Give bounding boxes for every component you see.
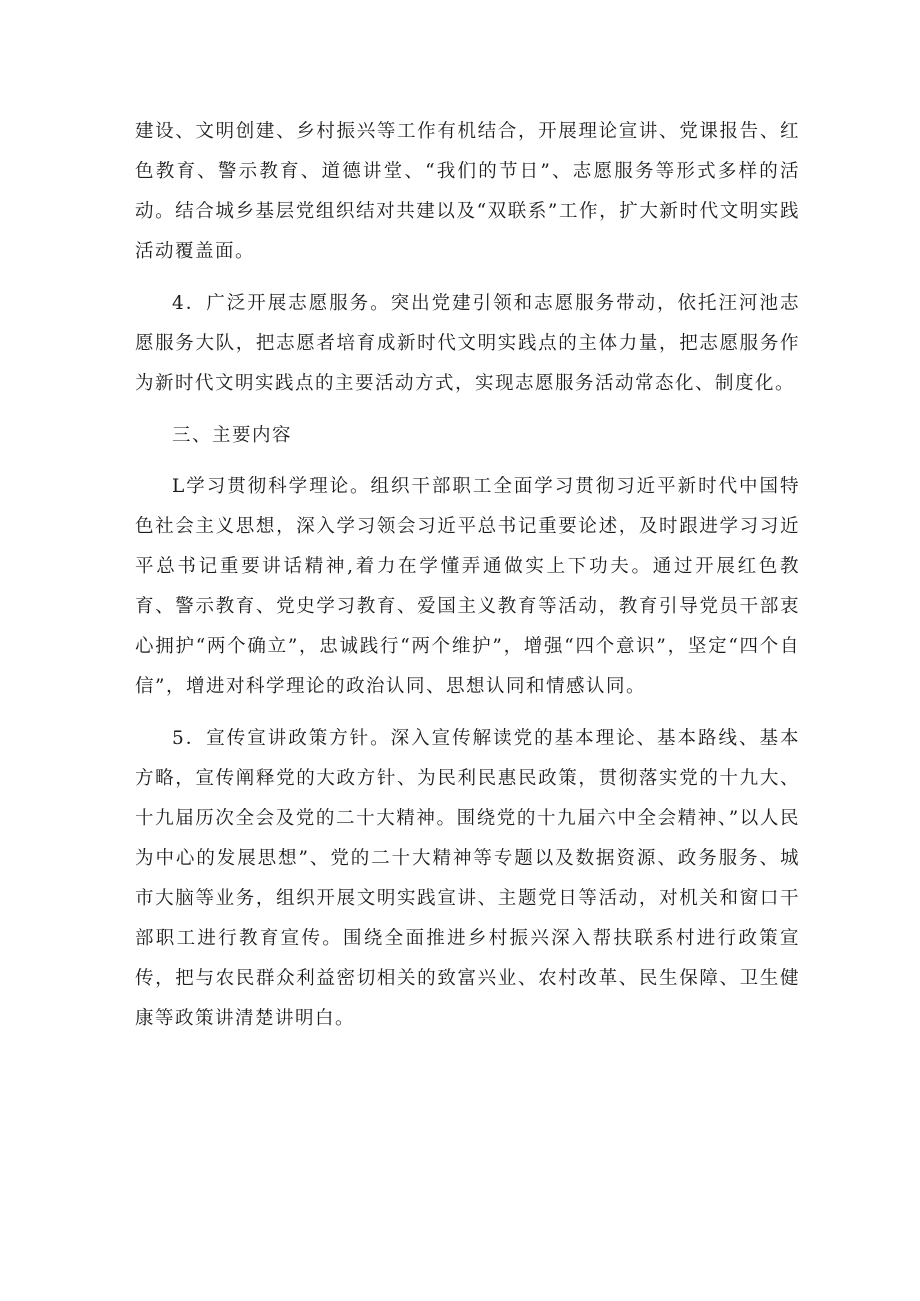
document-page xyxy=(135,112,800,1051)
paragraph-study-theory: L学习贯彻科学理论。组织干部职工全面学习贯彻习近平新时代中国特色社会主义思想，深入学习领会习近平总书记重要论述，及时跟进学习习近平总书记重要讲话精神,着力在学懂弄通做实上下功夫。通过开展红色教育、警示教育、党史学习教育、爱国主义教育等活动，教育引导党员干部衷心拥护“两个确立”，忠诚践行“两个维护”，增强“四个意识”，坚定“四个自信”，增进对科学理论的政治认同、思想认同和情感认同。 xyxy=(135,476,800,697)
section-heading-main-content: 三、主要内容 xyxy=(172,425,293,446)
paragraph-policy-publicity: 5．宣传宣讲政策方针。深入宣传解读党的基本理论、基本路线、基本方略，宣传阐释党的大政方针、为民利民惠民政策，贯彻落实党的十九大、十九届历次全会及党的二十大精神。围绕党的十九届六中全会精神、”以人民为中心的发展思想”、党的二十大精神等专题以及数据资源、政务服务、城市大脑等业务，组织开展文明实践宣讲、主题党日等活动，对机关和窗口干部职工进行教育宣传。围绕全面推进乡村振兴深入帮扶联系村进行政策宣传，把与农民群众利益密切相关的致富兴业、农村改革、民生保障、卫生健康等政策讲清楚讲明白。 xyxy=(135,728,800,1029)
paragraph-volunteer-service: 4．广泛开展志愿服务。突出党建引领和志愿服务带动，依托汪河池志愿服务大队，把志愿者培育成新时代文明实践点的主体力量，把志愿服务作为新时代文明实践点的主要活动方式，实现志愿服务活动常态化、制度化。 xyxy=(135,293,800,394)
paragraph-continuation: 建设、文明创建、乡村振兴等工作有机结合，开展理论宣讲、党课报告、红色教育、警示教育、道德讲堂、“我们的节日”、志愿服务等形式多样的活动。结合城乡基层党组织结对共建以及“双联系”工作，扩大新时代文明实践活动覆盖面。 xyxy=(135,121,800,262)
